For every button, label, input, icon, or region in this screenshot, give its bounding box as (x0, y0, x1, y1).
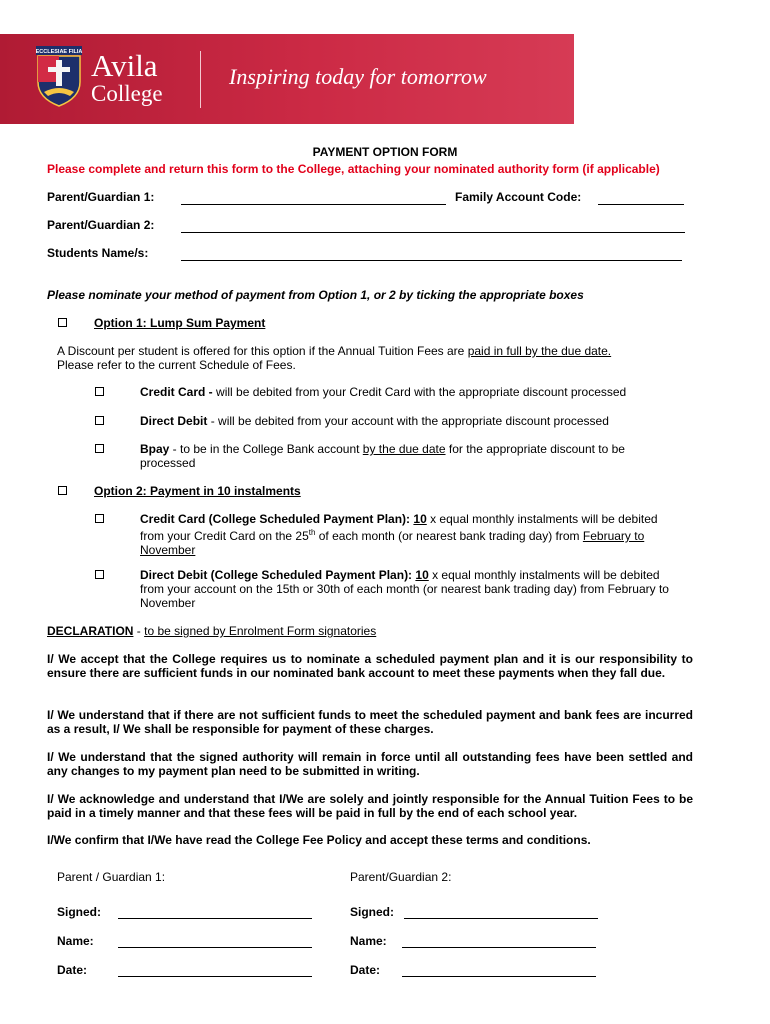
school-name-line2: College (91, 81, 163, 106)
g2-name-field[interactable] (402, 947, 596, 948)
declaration-sep: - (133, 624, 145, 638)
family-code-field[interactable] (598, 204, 684, 205)
parent1-label: Parent/Guardian 1: (47, 190, 155, 204)
direct-debit-checkbox[interactable] (95, 416, 104, 425)
declaration-p3: I/ We understand that the signed authority will remain in force until all outstanding fees have been settled and any changes to my payment plan need to be submitted in writing. (47, 750, 693, 778)
credit-card-option (140, 385, 626, 399)
g2-date-field[interactable] (402, 976, 596, 977)
bpay-text2: for the appropriate discount to be (445, 442, 625, 456)
g1-signed-label: Signed: (57, 905, 101, 919)
declaration-title: DECLARATION (47, 624, 134, 638)
header-banner (0, 34, 574, 124)
nominate-instruction: Please nominate your method of payment from Option 1, or 2 by ticking the appropriate boxes (47, 288, 584, 302)
declaration-p2: I/ We understand that if there are not sufficient funds to meet the scheduled payment and bank fees are incurred as a result, I/ We shall be responsible for payment of these charges. (47, 708, 693, 736)
g2-name-label: Name: (350, 934, 387, 948)
cc-plan-link: February to (582, 529, 645, 543)
direct-debit-text: - will be debited from your account with the appropriate discount processed (207, 414, 609, 428)
dd-plan-line2: from your account on the 15th or 30th of each month (or nearest bank trading day) from February to (140, 582, 669, 596)
g1-name-field[interactable] (118, 947, 312, 948)
cc-plan-line2: from your Credit Card on the 25 (140, 529, 309, 543)
parent1-field[interactable] (181, 204, 446, 205)
cc-plan-label: Credit Card (College Scheduled Payment Plan): (140, 512, 411, 526)
bpay-text: - to be in the College Bank account (169, 442, 363, 456)
g1-signed-field[interactable] (118, 918, 312, 919)
direct-debit-label: Direct Debit (140, 414, 208, 428)
students-label: Students Name/s: (47, 246, 149, 260)
college-cc-plan-option (140, 512, 658, 557)
cc-plan-sup: th (308, 528, 316, 537)
bpay-option (140, 442, 625, 470)
credit-card-text: will be debited from your Credit Card with the appropriate discount processed (212, 385, 627, 399)
parent2-label: Parent/Guardian 2: (47, 218, 155, 232)
g1-date-field[interactable] (118, 976, 312, 977)
form-title: PAYMENT OPTION FORM (312, 145, 458, 159)
option1-title: Option 1: Lump Sum Payment (94, 316, 266, 330)
declaration-p4: I/ We acknowledge and understand that I/We are solely and jointly responsible for the Annual Tuition Fees to be paid in a timely manner and that these fees will be paid in full by the end of each school year. (47, 792, 693, 820)
students-field[interactable] (181, 260, 682, 261)
bpay-checkbox[interactable] (95, 444, 104, 453)
g2-signed-field[interactable] (404, 918, 598, 919)
family-code-label: Family Account Code: (455, 190, 582, 204)
declaration-p1: I/ We accept that the College requires us to nominate a scheduled payment plan and it is our responsibility to ensure there are sufficient funds in our nominated bank account to meet these payments when they fall due. (47, 652, 693, 680)
option2-title: Option 2: Payment in 10 instalments (94, 484, 301, 498)
g1-date-label: Date: (57, 963, 88, 977)
declaration-heading (47, 624, 376, 638)
college-dd-plan-checkbox[interactable] (95, 570, 104, 579)
header-divider (200, 51, 201, 108)
cc-plan-count: 10 (413, 512, 427, 526)
crest-motto: ECCLESIAE FILIA (35, 49, 83, 55)
college-dd-plan-option (140, 568, 669, 610)
dd-plan-line3: November (140, 596, 196, 610)
option1-desc-link: paid in full by the due date. (467, 344, 612, 358)
cc-plan-text: x equal monthly instalments will be debited (426, 512, 658, 526)
cc-plan-line3: November (140, 543, 196, 557)
college-crest-icon (34, 44, 84, 108)
direct-debit-option (140, 414, 609, 428)
dd-plan-count: 10 (415, 568, 429, 582)
college-cc-plan-checkbox[interactable] (95, 514, 104, 523)
dd-plan-text: x equal monthly instalments will be debited (428, 568, 660, 582)
declaration-subtitle: to be signed by Enrolment Form signatories (144, 624, 377, 638)
school-name-line1: Avila (91, 48, 158, 83)
guardian2-heading: Parent/Guardian 2: (350, 870, 452, 884)
g1-name-label: Name: (57, 934, 94, 948)
option2-checkbox[interactable] (58, 486, 67, 495)
declaration-p5: I/We confirm that I/We have read the College Fee Policy and accept these terms and conditions. (47, 833, 591, 847)
dd-plan-label: Direct Debit (College Scheduled Payment Plan): (140, 568, 413, 582)
bpay-link: by the due date (362, 442, 446, 456)
g2-date-label: Date: (350, 963, 381, 977)
option1-desc-line2: Please refer to the current Schedule of Fees. (57, 358, 296, 372)
credit-card-label: Credit Card - (140, 385, 213, 399)
form-instruction: Please complete and return this form to the College, attaching your nominated authority form (if applicable) (47, 162, 660, 176)
cc-plan-line2b: of each month (or nearest bank trading day) from (315, 529, 583, 543)
option1-desc-text: A Discount per student is offered for this option if the Annual Tuition Fees are (57, 344, 468, 358)
tagline: Inspiring today for tomorrow (229, 64, 487, 89)
option1-checkbox[interactable] (58, 318, 67, 327)
g2-signed-label: Signed: (350, 905, 394, 919)
option1-description (57, 344, 611, 372)
bpay-line2: processed (140, 456, 196, 470)
guardian1-heading: Parent / Guardian 1: (57, 870, 166, 884)
school-name (91, 50, 163, 105)
credit-card-checkbox[interactable] (95, 387, 104, 396)
bpay-label: Bpay (140, 442, 170, 456)
parent2-field[interactable] (181, 232, 685, 233)
